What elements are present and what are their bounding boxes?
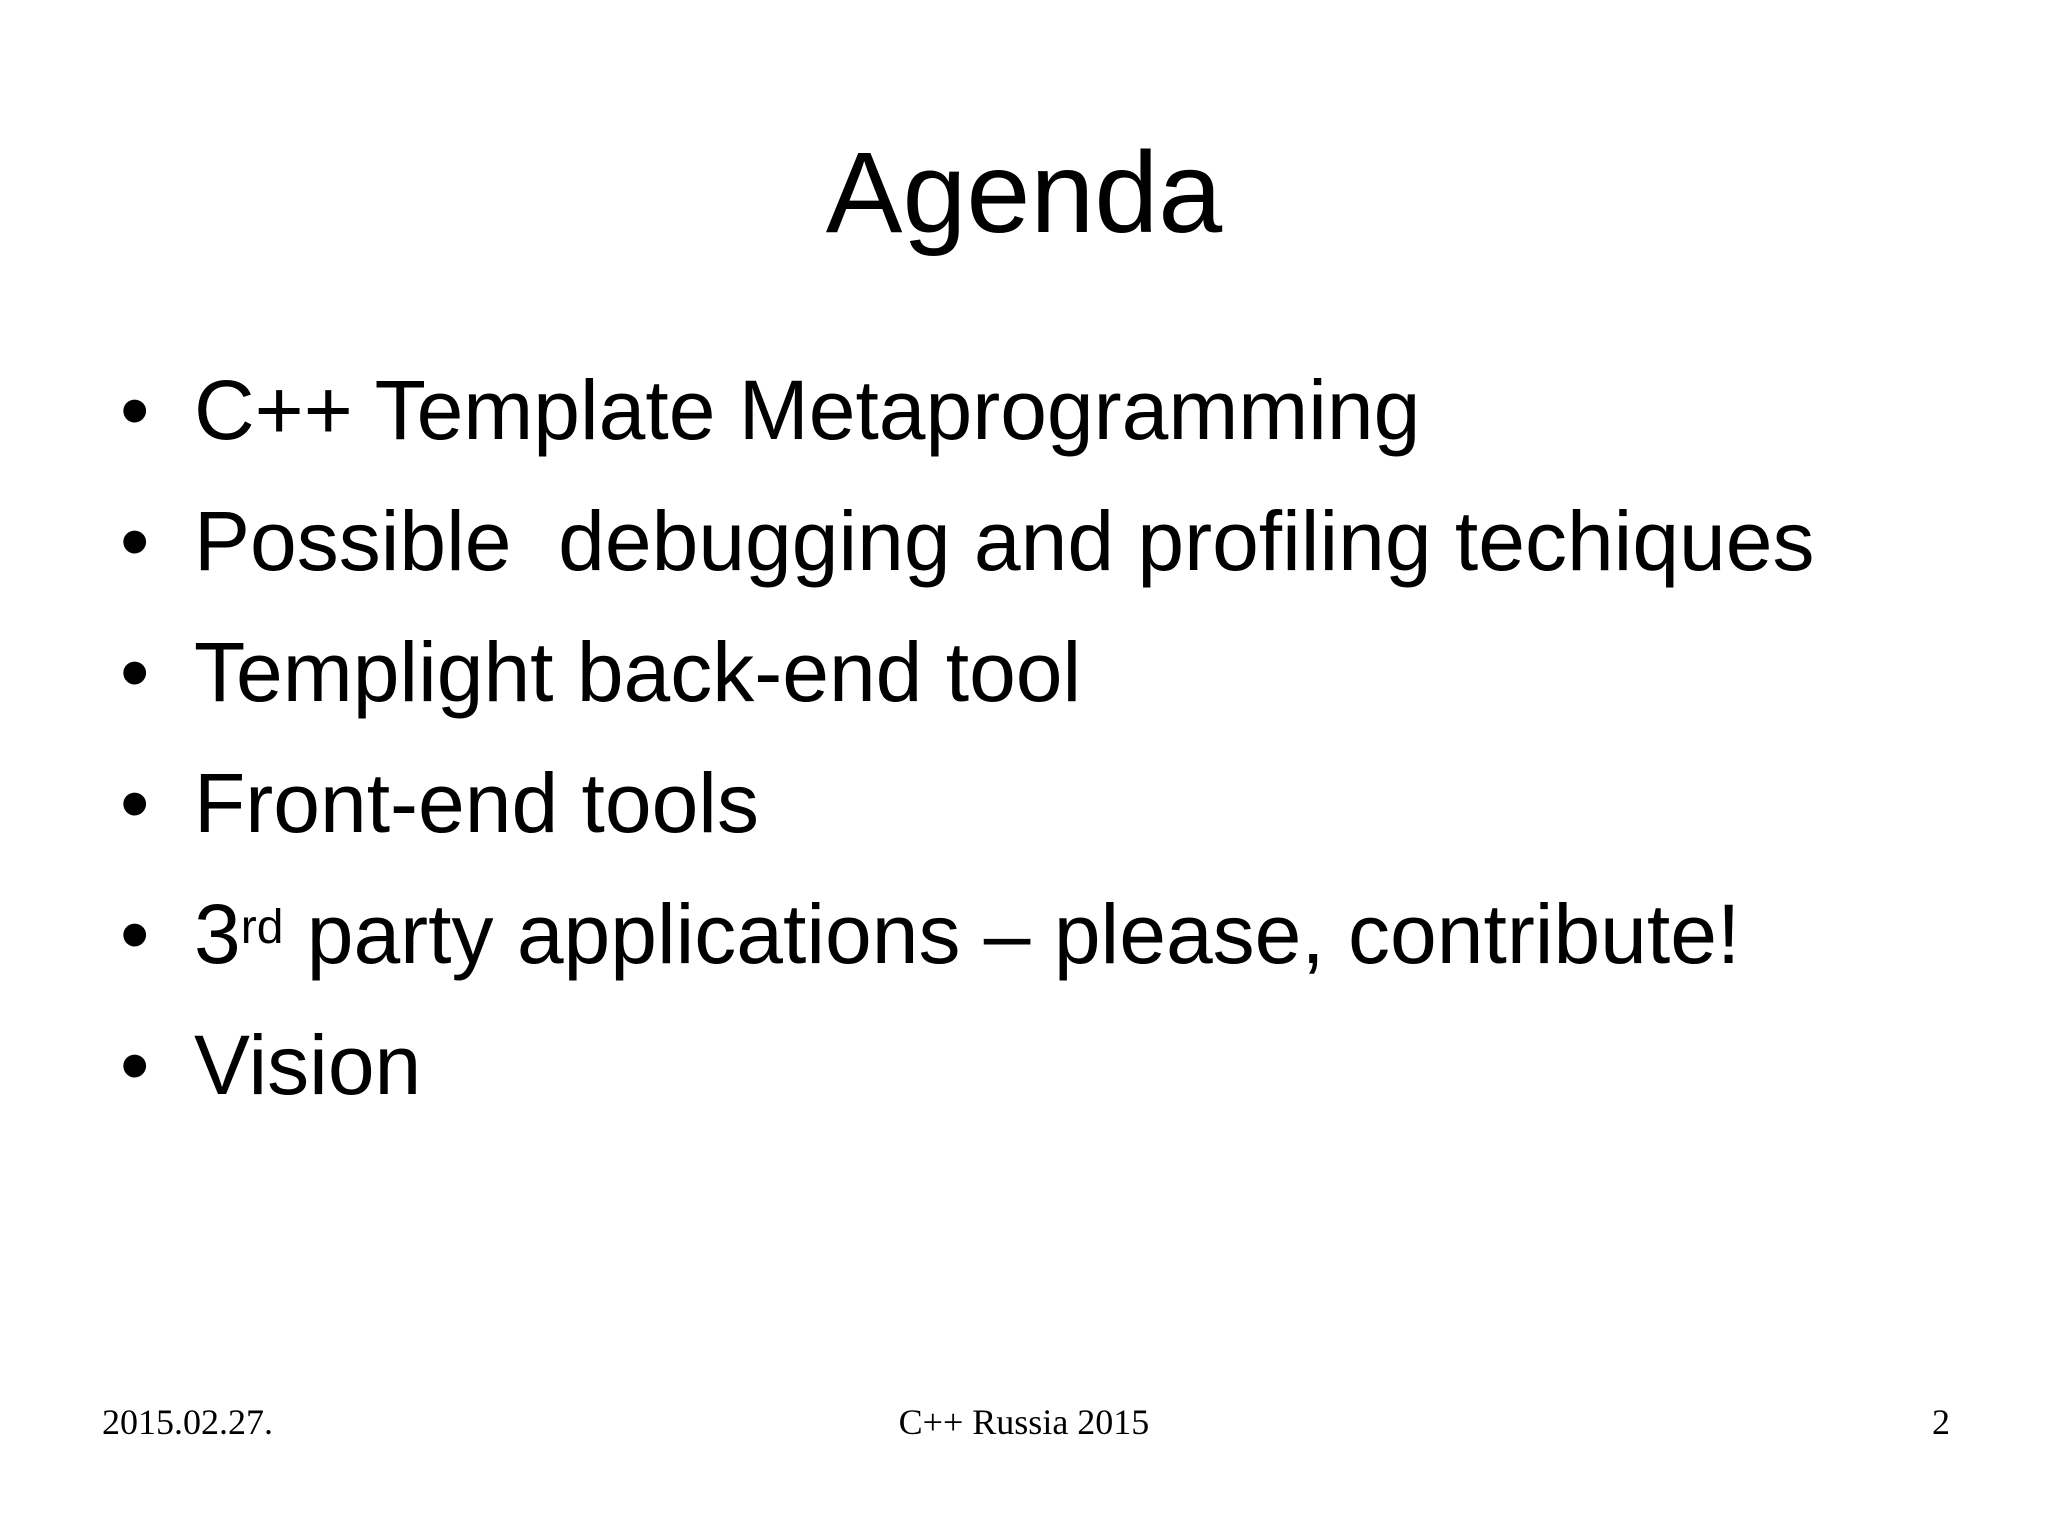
ordinal-suffix: rd [240,901,284,954]
ordinal-number: 3 [194,887,241,981]
list-item [120,617,1082,748]
list-item-text: Possible debugging and profiling techiques [194,494,1815,588]
list-item [120,1010,422,1141]
list-item-text: C++ Template Metaprogramming [194,363,1421,457]
bullet-icon: • [120,494,150,588]
agenda-list [120,355,1815,1141]
list-item [120,486,1815,617]
bullet-icon: • [120,887,150,981]
list-item [120,355,1421,486]
list-item [120,748,759,879]
list-item-rest: party applications – please, contribute! [283,887,1741,981]
footer-date: 2015.02.27. [102,1402,273,1442]
slide-title: Agenda [825,129,1223,257]
list-item-text: Vision [194,1018,422,1112]
bullet-icon: • [120,363,150,457]
list-item [120,879,1741,1010]
list-item-text: Front-end tools [194,756,759,850]
footer-page-number: 2 [1932,1402,1950,1442]
bullet-icon: • [120,1018,150,1112]
list-item-text: Templight back-end tool [194,625,1082,719]
footer-event-name: C++ Russia 2015 [898,1402,1150,1442]
bullet-icon: • [120,756,150,850]
list-item-text [194,879,1740,989]
bullet-icon: • [120,625,150,719]
